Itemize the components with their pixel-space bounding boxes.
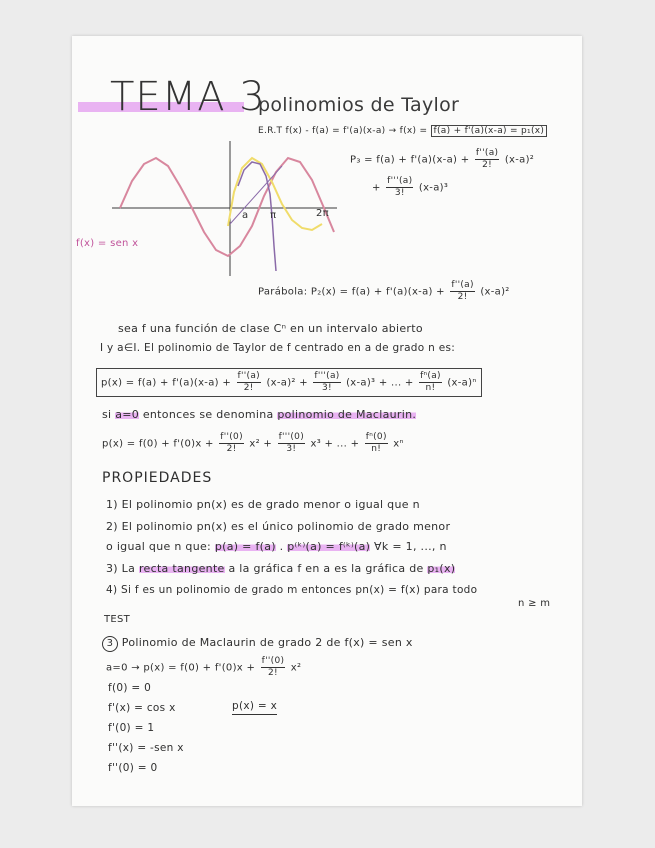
- test-frac-tail: x²: [290, 662, 302, 674]
- test-frac: [261, 656, 286, 679]
- property-2b-pre: o igual que n que:: [106, 540, 212, 553]
- p3-line1: P₃ = f(a) + f'(a)(x-a) +: [350, 154, 470, 166]
- property-4: 4) Si f es un polinomio de grado m entonces pn(x) = f(x) para todo: [106, 584, 478, 596]
- taylor-frac1-den: 2!: [243, 383, 254, 393]
- mac-frac2-num: f'''(0): [278, 432, 305, 442]
- property-2b-sep: .: [279, 540, 284, 553]
- result-f10: f'(0) = 1: [108, 722, 155, 734]
- parabola-tail: (x-a)²: [480, 286, 510, 298]
- mac-frac2: [278, 432, 305, 455]
- test-line-a0-text: a=0 → p(x) = f(0) + f'(0)x +: [106, 662, 256, 674]
- test-label: TEST: [104, 614, 131, 625]
- result-f0: f(0) = 0: [108, 682, 152, 694]
- label-2pi: 2π: [316, 208, 329, 219]
- mac-frac3-den: n!: [371, 444, 382, 454]
- result-f2x: f''(x) = -sen x: [108, 742, 184, 754]
- mac-frac2-den: 3!: [286, 444, 297, 454]
- taylor-tail1: (x-a)² +: [266, 377, 308, 389]
- maclaurin-a0: a=0: [115, 408, 140, 421]
- taylor-frac3: [419, 371, 442, 394]
- property-2b-hl2: p⁽ᵏ⁾(a) = f⁽ᵏ⁾(a): [287, 540, 371, 553]
- mac-frac1-den: 2!: [226, 444, 237, 454]
- parabola-prefix: Parábola: P₂(x) = f(a) + f'(a)(x-a) +: [258, 286, 445, 298]
- mac-start: p(x) = f(0) + f'(0)x +: [102, 438, 214, 450]
- test-frac-den: 2!: [268, 668, 278, 678]
- sine-curve: [120, 158, 334, 256]
- parabola-num: f''(a): [451, 280, 474, 290]
- definition-line2: I y a∈I. El polinomio de Taylor de f centrado en a de grado n es:: [100, 342, 456, 354]
- property-3-hl: recta tangente: [138, 562, 225, 575]
- p3-frac2-num: f'''(a): [387, 176, 413, 186]
- p3-frac1: [475, 148, 499, 171]
- tema-title: TEMA 3: [110, 74, 266, 120]
- maclaurin-mid: entonces se denomina: [142, 408, 274, 421]
- taylor-frac1: [237, 371, 261, 394]
- result-f1x: f'(x) = cos x: [108, 702, 176, 714]
- p3-formula: [350, 148, 534, 171]
- p3-tail1: (x-a)²: [504, 154, 535, 166]
- property-4-cond: n ≥ m: [518, 598, 551, 609]
- taylor-frac3-den: n!: [425, 383, 436, 393]
- p3-frac1-num: f''(a): [475, 148, 499, 158]
- parabola-frac: [450, 280, 474, 303]
- ert-text: E.R.T f(x) - f(a) = f'(a)(x-a) → f(x) =: [258, 126, 428, 136]
- maclaurin-formula: [102, 432, 404, 455]
- ert-line: [258, 126, 547, 136]
- result-f20: f''(0) = 0: [108, 762, 158, 774]
- property-2b: [106, 540, 447, 553]
- property-3-mid: a la gráfica f en a es la gráfica de: [228, 562, 424, 575]
- ert-box: f(a) + f'(a)(x-a) = p₁(x): [431, 125, 548, 137]
- taylor-tail2: (x-a)³ + ... +: [346, 377, 414, 389]
- exercise-number: 3: [102, 636, 118, 652]
- label-a: a: [242, 210, 249, 221]
- mac-tail2: x³ + ... +: [310, 438, 360, 450]
- mac-frac1-num: f''(0): [220, 432, 243, 442]
- property-1: 1) El polinomio pn(x) es de grado menor o igual que n: [106, 498, 420, 511]
- subtitle: polinomios de Taylor: [258, 94, 460, 116]
- taylor-frac1-num: f''(a): [237, 371, 260, 381]
- taylor-frac2-den: 3!: [322, 383, 332, 393]
- property-3-pre: 3) La: [106, 562, 136, 575]
- taylor-frac2-num: f'''(a): [314, 371, 340, 381]
- definition-line1: sea f una función de clase Cⁿ en un intervalo abierto: [118, 322, 423, 335]
- p3-frac2-den: 3!: [394, 188, 405, 198]
- maclaurin-sentence: [102, 408, 416, 421]
- taylor-formula-start: p(x) = f(a) + f'(a)(x-a) +: [101, 377, 232, 389]
- property-3-hl2: p₁(x): [427, 562, 456, 575]
- mac-frac1: [219, 432, 244, 455]
- p3-frac1-den: 2!: [482, 160, 493, 170]
- taylor-frac3-num: fⁿ(a): [420, 371, 441, 381]
- property-3: [106, 562, 455, 575]
- property-2b-post: ∀k = 1, ..., n: [374, 540, 447, 553]
- test-frac-num: f''(0): [261, 656, 285, 666]
- taylor-formula: [96, 368, 482, 397]
- taylor-frac2: [313, 371, 340, 394]
- maclaurin-pre: si: [102, 408, 112, 421]
- p3-formula-line2: [372, 176, 448, 199]
- mac-tail1: x² +: [249, 438, 273, 450]
- property-2b-hl1: p(a) = f(a): [214, 540, 276, 553]
- exercise-text: Polinomio de Maclaurin de grado 2 de f(x) = sen x: [121, 636, 413, 649]
- propiedades-heading: PROPIEDADES: [102, 470, 213, 486]
- mac-frac3-num: fⁿ(0): [365, 432, 387, 442]
- property-2a: 2) El polinomio pn(x) es el único polinomio de grado menor: [106, 520, 451, 533]
- answer: p(x) = x: [232, 700, 277, 715]
- label-fx: f(x) = sen x: [76, 238, 139, 249]
- taylor-tail3: (x-a)ⁿ: [447, 377, 477, 389]
- parabola-formula: [258, 280, 510, 303]
- exercise-title: [102, 636, 413, 652]
- maclaurin-name: polinomio de Maclaurin.: [277, 408, 417, 421]
- taylor-graph: [112, 136, 342, 276]
- notebook-page: [72, 36, 582, 806]
- p3-tail2: (x-a)³: [418, 182, 449, 194]
- p3-frac2: [386, 176, 413, 199]
- mac-frac3: [365, 432, 388, 455]
- p3-line2-prefix: +: [372, 182, 381, 194]
- mac-tail3: xⁿ: [393, 438, 404, 450]
- label-pi: π: [270, 210, 277, 221]
- test-line-a0: [106, 656, 301, 679]
- parabola-den: 2!: [457, 292, 468, 302]
